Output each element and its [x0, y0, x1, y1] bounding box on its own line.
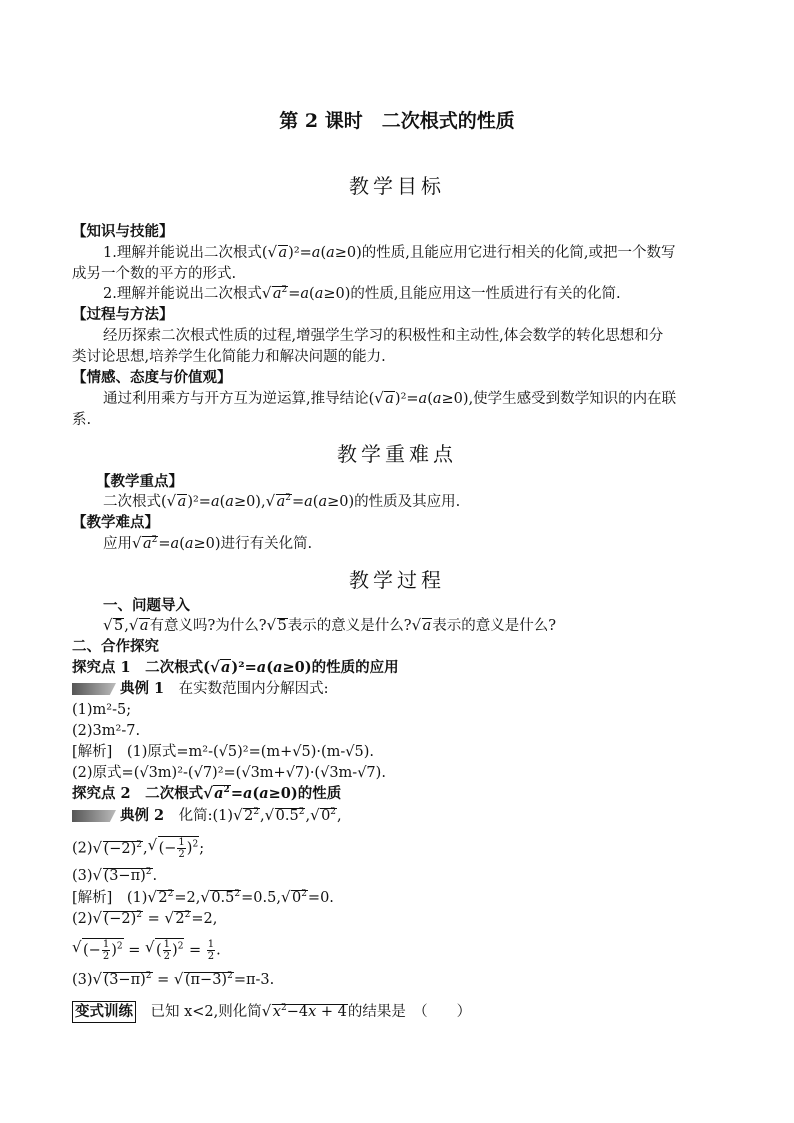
knowledge-header: 【知识与技能】 [72, 223, 174, 240]
example-1-q2: (2)3m²-7. [72, 723, 141, 739]
example-1-analysis-1: [解析] (1)原式=m²-(√5)²=(m+√5)·(m-√5). [72, 744, 375, 760]
knowledge-item-1: 1.理解并能说出二次根式(√ a)²=a(a≥0)的性质,且能应用它进行相关的化简,或把一个数写 [103, 243, 676, 263]
section-process-title: 教学过程 [349, 568, 445, 592]
process-header: 【过程与方法】 [72, 306, 174, 323]
explore-point-2: 探究点 2 二次根式√ $a^2=a(a\ge 0)$的性质 [72, 784, 341, 804]
focus-header: 【教学重点】 [96, 473, 183, 490]
process-text-2: 类讨论思想,培养学生化简能力和解决问题的能力. [72, 349, 386, 365]
example-2-analysis-1: [解析] (1)√ $2^2=2,√$ $0.5^2=0.5,√$ $0^2=0$. [72, 888, 334, 908]
example-2-analysis-2: (2)√ $(-2)^2$ = √ $2^2=2$, [72, 909, 217, 929]
example-2-q2: (2)√ $(-2)^2,√$ (− $\frac{1}{2}$ )$^2$; [72, 836, 204, 860]
page-title: 第 2 课时 二次根式的性质 [279, 110, 515, 132]
example-tag-icon [72, 810, 116, 822]
example-2: 典例 2 化简:(1)√ $2^2,√$ $0.5^2,√$ $0^2$, [72, 806, 342, 826]
difficulty-header: 【教学难点】 [72, 514, 159, 531]
focus-text: 二次根式(√ a)²=a(a≥0),√ $a^2=a(a\ge 0)$的性质及其应用. [103, 492, 460, 512]
example-2-analysis-3: (3)√ $(3-\pi)^2$ = √ $(\pi-3)^2=\pi-3$. [72, 970, 274, 990]
practice-question: 变式训练 已知 x<2,则化简√ $x^2-4x + 4$的结果是 （ ） [72, 1001, 471, 1023]
practice-badge: 变式训练 [72, 1001, 136, 1023]
knowledge-item-2: 2.理解并能说出二次根式√ $a^2=a(a\ge 0)$的性质,且能应用这一性质进行有关的化简. [103, 284, 621, 304]
example-1: 典例 1 在实数范围内分解因式: [72, 679, 329, 699]
emotion-text-2: 系. [72, 412, 92, 428]
process-text-1: 经历探索二次根式性质的过程,增强学生学习的积极性和主动性,体会数学的转化思想和分 [103, 328, 664, 344]
section-keypoints-title: 教学重难点 [337, 442, 457, 466]
example-1-analysis-2: (2)原式=(√3m)²-(√7)²=(√3m+√7)·(√3m-√7). [72, 765, 386, 781]
example-2-q3: (3)√ $(3-\pi)^2$. [72, 866, 157, 886]
cooperation-header: 二、合作探究 [72, 638, 159, 655]
difficulty-text: 应用√ $a^2=a(a\ge 0)$进行有关化简. [103, 534, 312, 554]
emotion-text-1: 通过利用乘方与开方互为逆运算,推导结论(√ a)²=a(a≥0),使学生感受到数学知识的内在联 [103, 389, 676, 409]
section-goals-title: 教学目标 [349, 174, 445, 198]
problem-intro-header: 一、问题导入 [103, 597, 190, 614]
knowledge-item-1-cont: 成另一个数的平方的形式. [72, 266, 237, 282]
example-1-q1: (1)m²-5; [72, 702, 132, 718]
example-2-analysis-2b: √ (− $\frac{1}{2}$ )$^2$ = √ ( $\frac{1}{2}$ )$^2$ = $\frac{1}{2}$ . [72, 938, 221, 962]
example-tag-icon [72, 683, 116, 695]
intro-question: √ 5,√ a有意义吗?为什么?√ 5表示的意义是什么?√ a表示的意义是什么? [103, 616, 556, 636]
emotion-header: 【情感、态度与价值观】 [72, 369, 232, 386]
explore-point-1: 探究点 1 二次根式(√ a)²=a(a≥0)的性质的应用 [72, 658, 399, 678]
